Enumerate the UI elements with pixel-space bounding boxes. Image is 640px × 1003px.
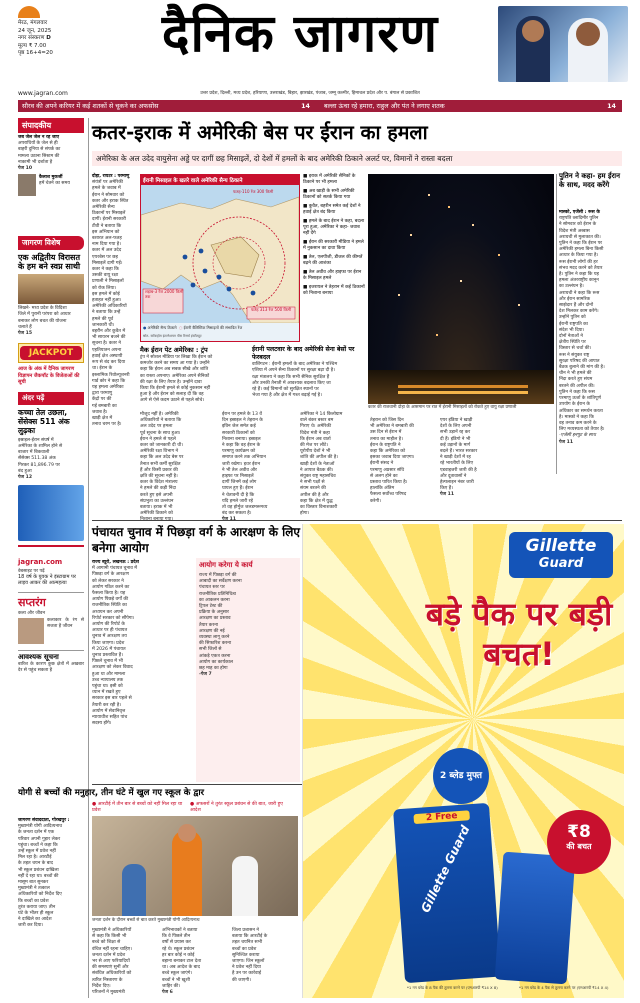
yogi-photo [92,816,298,916]
yogi-col-2: मुख्यमंत्री ने अधिकारियों से कहा कि किसी भी बच्चे को शिक्षा से वंचित नहीं रहना चाहिए। जनता दर्शन में प्रदेश भर से आए फरियादियों की समस्याएं सुनीं और संबंधित अधिकारियों को त्वरित निस्तारण के निर्देश दिए। परिजनों ने मुख्यमंत्री [92,928,132,996]
side-divider [556,174,557,474]
yogi-caption: जनता दर्शन के दौरान बच्चों से बात करते मुख्यमंत्री योगी आदित्यनाथ [92,918,200,923]
lead-subheadline: अमेरिका के अल उदेद वायुसेना अड्डे पर दागीं छह मिसाइलें, दो देशों में हमलों के बाद अमेरिकी ठिकाने अलर्ट पर, विमानों ने रास्ता बदला [92,151,622,166]
us-bases-head[interactable]: ईरानी पलटवार के बाद अमेरिकी सेना बेसों पर फेरबदल [252,346,355,361]
panchayat-col-1: राज्य ब्यूरो, लखनऊ : प्रदेश में आगामी पंचायत चुनाव में पिछड़ा वर्ग के आरक्षण को लेकर सरकार ने आयोग गठित करने का फैसला किया है। यह आयोग पिछड़े वर्गों की राजनीतिक स्थिति का अध्ययन कर अपनी रिपोर्ट सरकार को सौंपेगा। आयोग की रिपोर्ट के आधार पर ही पंचायत चुनाव में आरक्षण तय किया जाएगा। प्रदेश में 2026 में पंचायत चुनाव प्रस्तावित हैं। पिछले चुनाव में भी आरक्षण को लेकर विवाद हुआ था और मामला उच्च न्यायालय तक पहुंचा था। इसी को ध्यान में रखते हुए सरकार इस बार पहले से तैयारी कर रही है। आयोग में सेवानिवृत्त न्यायाधीश सहित पांच सदस्य होंगे। [92,560,139,727]
site-url[interactable]: www.jagran.com [18,90,68,97]
saptrang-title: सप्तरंग [18,595,46,609]
photo-caption: कतर की राजधानी दोहा के आसमान पर रात में ईरानी मिसाइलों को रोकते हुए वायु रक्षा प्रणाली [368,405,517,410]
bullet-item: ■ इजरायल ने तेहरान में कई ठिकानों को निशाना बनाया [303,285,365,296]
author-name: कैलाश मुकर्जी [39,175,63,181]
free-blades-text: 2 ब्लेड मुफ्त [440,770,482,781]
market-heading: अंदर पढ़ें [18,392,84,405]
notice-heading: आवश्यक सूचना [18,650,84,662]
saptrang-photo [18,618,44,644]
newspaper-title: दैनिक जागरण [161,4,439,64]
place-date: मेरठ, मंगलवार [18,20,48,26]
map-graphic [141,185,299,323]
section-divider-1 [92,520,622,521]
map-credit: स्रोत- स्टॉकहोम इंटरनेशनल पीस रिसर्च इंस्टीट्यूट [143,334,202,338]
jackpot-body: आज के अंक में दैनिक जागरण विज्ञापन जैकपॉट के विजेताओं की सूची [18,366,80,386]
ad-footnote-b: *1 नग ब्लेड के 4 पैक से तुलना करने पर (एमआरपी ₹14 X 4) [519,985,609,990]
yogi-col-4: जिला प्रशासन ने बताया कि आरटीई के तहत चयनित सभी बच्चों का प्रवेश सुनिश्चित कराया जाएगा। जिन स्कूलों ने प्रवेश नहीं दिया है उन पर कार्रवाई की जाएगी। [232,928,268,983]
gillette-guard: Guard [538,556,584,571]
section-divider-3 [92,784,302,785]
pack-brand: Gillette Guard [418,823,473,915]
lead-col-1: दोहा, रायटर : परमाणु संयंत्रों पर अमेरिकी हमले के जवाब में ईरान ने सोमवार को कतर और इराक स्थित अमेरिकी सैन्य ठिकानों पर मिसाइलें दागीं। ईरानी सरकारी टीवी ने बताया कि इस अभियान को बशारत अल-फतह नाम दिया गया है। कतर में अल उदेद एयरबेस पर छह मिसाइलें दागी गईं। कतर ने कहा कि उसकी वायु रक्षा प्रणाली ने मिसाइलों को रोक लिया। इस हमले में कोई हताहत नहीं हुआ। अमेरिकी अधिकारियों ने बताया कि उन्हें हमले की पूर्व जानकारी थी। बहरीन और कुवैत में भी सायरन बजने की सूचना है। कतर ने एहतियातन अपना हवाई क्षेत्र अस्थायी रूप से बंद कर दिया था। ईरान के इस्लामिक रिवोल्यूशनरी गार्ड कोर ने कहा कि यह हमला अमेरिका द्वारा परमाणु केंद्रों पर की गई बमबारी का जवाब है। खाड़ी क्षेत्र में तनाव चरम पर है। [92,174,130,428]
special-title[interactable]: एक अद्वितीय विरासत के हम बने स्वप्न साथी [18,253,81,272]
missile-map [140,174,300,342]
map-label-a: फतह-110 रेंज 300 किमी [233,189,274,194]
bullet-item: ■ तेल, एलपीजी, डीजल की कीमतें बढ़ने की आशंका [303,255,363,266]
price: मूल्य ₹ 7.00 [18,42,47,49]
pack-large [393,803,501,983]
lead-headline[interactable]: कतर-इराक में अमेरिकी बेस पर ईरान का हमला [92,121,428,144]
panchayat-box-head: आयोग करेगा ये कार्य [199,561,253,569]
jagran-web-box[interactable] [18,545,84,587]
bullet-item: ■ इराक में अमेरिकी सैनिकों के ठिकाने पर भी हमला [303,174,356,185]
pack-small [495,852,576,985]
sidebar-divider [88,118,89,998]
special-photo [18,274,84,304]
map-legend: ● अमेरिकी सैन्य ठिकाने ◌ ईरानी बैलिस्टिक मिसाइलों की संभावित रेंज [143,325,243,330]
bullet-item: ■ कुवैत, बहरीन समेत कई देशों ने हवाई क्षेत्र बंद किया [303,204,361,215]
lead-cont-col-2: ईरान पर हमले के 13 वें दिन इस्राइल ने तेहरान के इविन जेल समेत कई सरकारी ठिकानों को निशाना बनाया। इस्राइल ने कहा कि वह ईरान के परमाणु कार्यक्रम को समाप्त करने तक अभियान जारी रखेगा। इधर ईरान ने भी तेल अवीव और हाइफा पर मिसाइलें दागीं जिनमें कई लोग घायल हुए हैं। ईरान ने चेतावनी दी है कि यदि हमले जारी रहे तो वह होर्मुज जलडमरूमध्य बंद कर सकता है। [222,412,268,517]
trump-box: मैक ईरान पेट अमेरिका : ट्रंप ट्रंप ने सोशल मीडिया पर लिखा कि ईरान को कमजोर करने का समय आ गया है। उन्होंने कहा कि ईरान अब सबक सीखे और शांति का रास्ता अपनाए। अमेरिका अपने सैनिकों की रक्षा के लिए तैयार है। उन्होंने दावा किया कि ईरानी हमले से कोई नुकसान नहीं हुआ है और ईरान को सलाह दी कि वह आगे से ऐसे कदम उठाने से पहले सोचे। [140,346,250,406]
market-body: इस्राइल-ईरान संघर्ष में अमेरिका के शामिल होने से बाजार में बिकवाली सेंसेक्स 511.38 अंक गिरकर 81,896.79 पर बंद हुआ पेज 12 [18,437,63,480]
saptrang-sub: कला और जीवन [18,610,46,616]
regions-line: उत्तर प्रदेश, दिल्ली, मध्य प्रदेश, हरियाणा, उत्तराखंड, बिहार, झारखंड, पंजाब, जम्मू कश्मीर, हिमाचल प्रदेश और प. बंगाल से प्रकाशित [200,91,420,96]
putin-body: मास्को, एजेंसी : रूस के राष्ट्रपति व्लादिमीर पुतिन ने सोमवार को ईरान के विदेश मंत्री अब्बास अराघची से मुलाकात की। पुतिन ने कहा कि ईरान पर अमेरिकी हमला बिना किसी आधार के किया गया है। रूस ईरानी लोगों की हर संभव मदद करने को तैयार है। पुतिन ने कहा कि यह हमला अंतरराष्ट्रीय कानून का उल्लंघन है। अराघची ने कहा कि रूस और ईरान सामरिक साझेदार हैं और दोनों देश मिलकर काम करेंगे। उन्होंने पुतिन को ईरानी राष्ट्रपति का संदेश भी दिया। दोनों नेताओं ने क्षेत्रीय स्थिति पर विस्तार से चर्चा की। रूस ने संयुक्त राष्ट्र सुरक्षा परिषद की आपात बैठक बुलाने की मांग की है। चीन ने भी हमले की निंदा करते हुए संयम बरतने की अपील की। पुतिन ने कहा कि रूस परमाणु ऊर्जा के शांतिपूर्ण उपयोग के ईरान के अधिकार का समर्थन करता है। मास्को ने कहा कि वह तनाव कम करने के लिए मध्यस्थता को तैयार है। -एजेंसी इनपुट के साथ पेज 11 [559,210,605,445]
gillette-brand: Gillette [525,536,597,556]
savings-text: की बचत [566,842,592,851]
map-title: ईरानी मिसाइल के खतरे वाले अमेरिकी सैन्य ठिकाने [141,175,299,185]
gillette-ad[interactable] [302,524,624,998]
yogi-dot-1: ● आरटीई में तीन बार से बच्चों को नहीं मिल रहा था प्रवेश [92,802,183,813]
edition-code: D [46,35,51,41]
saptrang-box[interactable] [18,592,84,644]
special-body: लिखने- मध्य प्रदेश के विदिशा जिले में पुरानी परंपरा को आधार बनाकर लोग बचत की योजना चलाते हैं पेज 15 [18,306,71,337]
panchayat-box: आयोग करेगा ये कार्य राज्य में पिछड़ा वर्ग की आबादी का सर्वेक्षण करना पंचायत स्तर पर राजनीतिक प्रतिनिधित्व का आकलन करना ट्रिपल टेस्ट की प्रक्रिया के अनुसार आरक्षण का प्रस्ताव तैयार करना आरक्षण की नई व्यवस्था लागू करने की सिफारिश करना सभी जिलों से आंकड़े एकत्र करना आयोग का कार्यकाल छह माह का होगा -पेज 7 [196,558,300,782]
date: 24 जून, 2025 [18,27,52,34]
lead-bullets [303,174,365,297]
gillette-logo-box [509,532,613,578]
editorial-body: जब जेल जेल न रह जाए अपराधियों के जेल से ही बाहरी दुनिया से संपर्क का मामला उठाना सिस्टम की नाकामी भी दर्शाता है पेज 10 [18,135,61,172]
ad-footnote-a: *1 नग ब्लेड के 8 पैक की तुलना करने पर (एमआरपी ₹14 X 8) [407,985,498,990]
cricket-photo [498,6,628,82]
savings-amount: ₹8 [567,822,591,842]
pack-free-label: 2 Free [413,810,470,824]
jagran-sub: वेबसाइट पर पढ़ें [18,569,45,575]
lead-cont-col-4: तेहरान को जिस दिन भी अमेरिका ने बमबारी की उस दिन से ईरान में तनाव का माहौल है। ईरान के राष्ट्रपति ने कहा कि अमेरिका को इसका जवाब दिया जाएगा। ईरानी संसद ने परमाणु अप्रसार संधि से अलग होने का प्रस्ताव पारित किया है। हालांकि अंतिम फैसला सर्वोच्च परिषद करेगी। [370,418,415,504]
saptrang-body: कलाकार के रंग से सजता है जीवन [47,617,84,629]
bullet-item: ■ हमले के बाद ईरान ने कहा, बदला पूरा हुआ, अमेरिका ने कहा- जवाब नहीं देंगे [303,219,365,236]
special-tag: जागरण विशेष [18,236,84,250]
yogi-col-1: जागरण संवाददाता, गोरखपुर : मुख्यमंत्री योगी आदित्यनाथ के जनता दर्शन में एक परिवार अपनी गुहार लेकर पहुंचा। बच्चों ने कहा कि उन्हें स्कूल में प्रवेश नहीं मिल रहा है। आरटीई के तहत चयन के बाद भी स्कूल प्रबंधन दाखिला नहीं दे रहा था। बच्चों की मासूम बात सुनकर मुख्यमंत्री ने तत्काल अधिकारियों को निर्देश दिए कि बच्चों का प्रवेश तुरंत कराया जाए। तीन घंटे के भीतर ही स्कूल ने दाखिले का आदेश जारी कर दिया। [18,818,70,929]
us-bases-box: ईरानी पलटवार के बाद अमेरिकी सेना बेसों पर फेरबदल वाशिंगटन : ईरानी हमलों के बाद अमेरिका ने पश्चिम एशिया में अपने सैन्य ठिकानों पर सुरक्षा बढ़ा दी है। रक्षा मंत्रालय ने कहा कि सभी सैनिक सुरक्षित हैं और उनकी तैनाती में आवश्यक बदलाव किए जा रहे हैं। कई विमानों को सुरक्षित स्थानों पर भेजा गया है और क्षेत्र में गश्त बढ़ाई गई है। [252,346,366,406]
night-sky-photo [368,174,554,404]
pages: पृष्ठ 16+4=20 [18,50,53,56]
ad-headline: बड़े पैक पर बड़ी बचत! [425,595,613,673]
editorial-heading: संपादकीय [18,118,84,133]
author-photo [18,174,36,196]
dj-logo [18,6,40,18]
notice-body: बारिश के कारण कुछ क्षेत्रों में अखबार देर से पहुंच सकता है [18,661,84,673]
jackpot-banner[interactable] [18,343,84,363]
free-blades-badge [433,748,489,804]
author-text: हमें चेतने का समय [39,181,70,187]
jagran-label: jagran.com [18,558,63,567]
masthead-info [18,6,108,58]
bullet-item: ■ ईरान की सरकारी मीडिया ने हमले में नुकसान का दावा किया [303,240,364,251]
bullet-item: ■ तेल अवीव और हाइफा पर ईरान के मिसाइल हमले [303,270,362,281]
savings-badge [547,810,611,874]
yogi-headline[interactable]: योगी से बच्चों की मनुहार, तीन घंटे में खुल गए स्कूल के द्वार [18,788,205,798]
strip-right[interactable]: बल्ला ऊंचा रहे हमारा, राहुल और पंत ने लगाए शतक 14 [324,102,616,110]
map-label-b: फतेह 313 रेंज 500 किमी [251,307,291,312]
top-strip [18,100,622,112]
yogi-col-3: अभिभावकों ने बताया कि वे पिछले तीन वर्षों से प्रयास कर रहे थे। स्कूल प्रबंधन हर बार कोई न कोई बहाना बनाकर टाल देता था। अब आदेश के बाद बच्चे स्कूल जाएंगे। बच्चों ने भी खुशी जाहिर की। पेज 6 [162,928,202,996]
map-label-c: शहाब-3 रेंज 2000 किमी तक [145,289,184,299]
panchayat-headline[interactable]: पंचायत चुनाव में पिछड़ा वर्ग के आरक्षण के लिए बनेगा आयोग [92,525,301,555]
edition: नगर संस्करण [18,35,45,41]
strip-left[interactable]: सौरव की अपने करियर में कई शतकों से चूकने का अफसोस 14 [22,102,310,110]
lead-cont-col-3: अमेरिका ने 14 किलोग्राम वाले बंकर बस्टर बम गिराए थे। अमेरिकी विदेश मंत्री ने कहा कि ईरान अब वार्ता की मेज पर लौटे। यूरोपीय देशों ने भी शांति की अपील की है। खाड़ी देशों के नेताओं ने आपात बैठक की। संयुक्त राष्ट्र महासचिव ने सभी पक्षों से संयम बरतने की अपील की है और कहा कि क्षेत्र में युद्ध का विस्तार विनाशकारी होगा। [300,412,343,517]
yogi-dot-2: ● अफसरों ने तुरंत स्कूल प्रबंधन से की बात, जारी हुए आदेश [190,802,283,813]
jagran-body: 18 वर्ष के युवक ने इंस्टाग्राम पर लाइव आकर की आत्महत्या [18,574,76,587]
trump-box-head[interactable]: मैक ईरान पेट अमेरिका : ट्रंप [140,346,208,354]
lead-cont-col-1: मौजूद नहीं है। अमेरिकी अधिकारियों ने बताया कि अल उदेद पर हमला पूर्व सूचना के साथ हुआ। ईरान ने हमले से पहले कतर को जानकारी दी थी। अमेरिकी रक्षा विभाग ने कहा कि अल उदेद बेस पर तैनात सभी कर्मी सुरक्षित हैं और किसी प्रकार की क्षति की सूचना नहीं है। कतर के विदेश मंत्रालय ने हमले की कड़ी निंदा करते हुए इसे अपनी संप्रभुता का उल्लंघन बताया। इराक में भी अमेरिकी ठिकाने को [140,412,184,517]
razor-product-photo [18,485,84,541]
lead-cont-col-5: एयर इंडिया ने खाड़ी देशों के लिए अपनी सभी उड़ानें रद्द कर दी हैं। इंडिगो ने भी कई उड़ानों के मार्ग बदले हैं। भारत सरकार ने खाड़ी देशों में रह रहे भारतीयों के लिए एडवाइजरी जारी की है और दूतावासों ने हेल्पलाइन नंबर जारी किए हैं। पेज 11 [440,418,478,498]
jackpot-label: JACKPOT [20,346,82,360]
putin-headline[interactable]: पुतिन ने कहा- हम ईरान के साथ, मदद करेंगे [559,172,621,189]
market-title[interactable]: कच्चा तेल उछला, सेंसेक्स 511 अंक लुढ़का [18,407,70,435]
bullet-item: ■ अब खाड़ी के सभी अमेरिकी ठिकानों को सतर्क किया गया [303,189,355,200]
